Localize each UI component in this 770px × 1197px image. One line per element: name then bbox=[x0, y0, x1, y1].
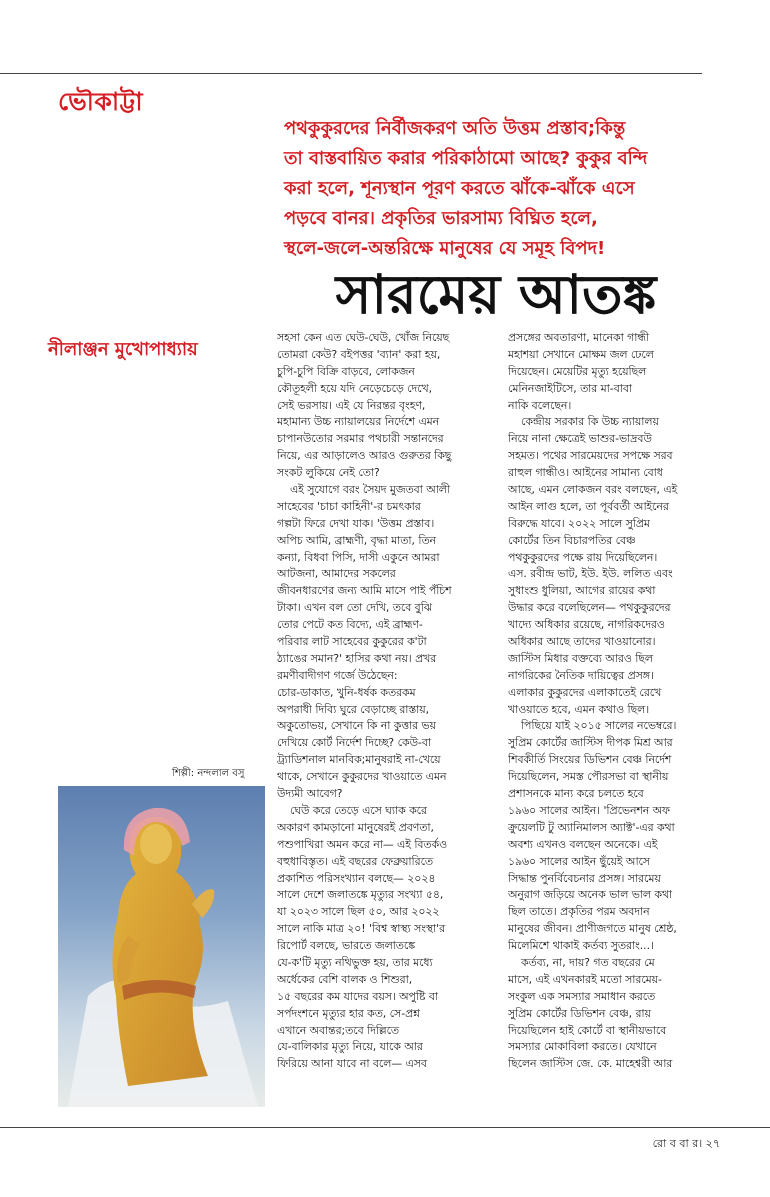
article-line: দেখিয়ে কোর্ট নির্দেশ দিচ্ছে? কেউ-বা bbox=[277, 736, 431, 750]
article-line: ছিল তাতে। প্রকৃতির পরম অবদান bbox=[508, 905, 650, 919]
article-line: কেন্দ্রীয় সরকার কি উচ্চ ন্যায়ালয় bbox=[520, 415, 659, 429]
article-line: শিবকীর্তি সিংয়ের ডিভিশন বেঞ্চ নির্দেশ bbox=[508, 753, 672, 767]
article-line: ১৫ বছরের কম যাদের বয়স। অপুষ্টি বা bbox=[277, 989, 438, 1003]
article-line: মহাশয়া সেখানে মোক্ষম জল ঢেলে bbox=[508, 347, 654, 361]
article-line: নাকি বলেছেন। bbox=[508, 398, 572, 412]
article-line: সংকুল এক সমস্যার সমাধান করতে bbox=[508, 989, 656, 1003]
byline: নীলাঞ্জন মুখোপাধ্যায় bbox=[48, 339, 198, 360]
article-line: রাহুল গান্ধীও। আইনের সামান্য বোধ bbox=[508, 466, 663, 480]
article-line: সেই ভরসায়। এই যে নিরন্তর বৃংহণ, bbox=[277, 398, 426, 412]
article-line: এই সুযোগে বরং সৈয়দ মুজতবা আলী bbox=[289, 483, 450, 497]
article-line: চাপানউতোর সরমার পথচারী সন্তানদের bbox=[277, 432, 444, 446]
article-line: এলাকার কুকুরদের এলাকাতেই রেখে bbox=[508, 685, 662, 699]
article-line: মহামান্য উচ্চ ন্যায়ালয়ের নির্দেশে এমন bbox=[277, 415, 440, 429]
article-line: পিছিয়ে যাই ২০১৫ সালের নভেম্বরে। bbox=[520, 719, 677, 733]
article-line: চোর-ডাকাত, খুনি-ধর্ষক কতরকম bbox=[277, 685, 416, 699]
article-line: দিয়েছিলেন হাই কোর্টে বা স্থানীয়ভাবে bbox=[508, 1023, 667, 1037]
article-line: তোমরা কেউ? বইপত্তর 'ব্যান' করা হয়, bbox=[277, 347, 441, 361]
article-line: সর্পদংশনে মৃত্যুর হার কত, সে-প্রশ্ন bbox=[277, 1006, 420, 1020]
article-line: সাহেবের 'চাচা কাহিনী'-র চমৎকার bbox=[277, 499, 421, 513]
standfirst-line: স্থলে-জলে-অন্তরিক্ষে মানুষের যে সমূহ বিপদ! bbox=[284, 238, 606, 259]
article-line: মিলেমিশে থাকাই কর্তব্য সুতরাং...। bbox=[508, 939, 654, 953]
standfirst bbox=[284, 114, 724, 264]
article-column-1 bbox=[277, 330, 499, 1073]
article-line: অর্ধেকের বেশি বালক ও শিশুরা, bbox=[277, 972, 413, 986]
article-line: উদ্যমী আবেগ? bbox=[277, 787, 343, 801]
article-line: প্রসঙ্গের অবতারণা, মানেকা গান্ধী bbox=[508, 331, 649, 344]
painting-credit: শিল্পী: নন্দলাল বসু bbox=[172, 768, 245, 779]
article-line: প্রকাশিত পরিসংখ্যান বলছে— ২০২৪ bbox=[277, 871, 436, 885]
article-line: প্রশাসনকে মান্য করে চলতে হবে bbox=[508, 787, 644, 801]
article-line: আটজনা, আমাদের সকলের bbox=[277, 567, 396, 581]
article-line: মেনিনজাইটিসে, তার মা-বাবা bbox=[508, 381, 632, 395]
article-line: তোর পেটে কত বিদ্যে, এই ব্রাহ্মণ- bbox=[277, 618, 423, 632]
article-line: কোর্টের তিন বিচারপতির বেঞ্চ bbox=[508, 533, 636, 547]
article-line: ১৯৬০ সালের আইন। 'প্রিভেনশন অফ bbox=[508, 803, 670, 817]
article-line: ঘেউ করে তেড়ে এসে ঘ্যাক করে bbox=[289, 803, 427, 817]
article-line: অকুতোভয়, সেখানে কি না কুত্তার ভয় bbox=[277, 719, 436, 733]
article-line: মাসে, এই এখনকারই মতো সারমেয়- bbox=[508, 972, 662, 986]
article-line: এখানে অবান্তর;তবে দিল্লিতে bbox=[277, 1023, 400, 1037]
article-line: সংকট লুকিয়ে নেই তো? bbox=[277, 466, 380, 480]
article-line: যে-ক'টি মৃত্যু নথিভুক্ত হয়, তার মধ্যে bbox=[277, 955, 433, 969]
article-line: দিয়েছেন। মেয়েটির মৃত্যু হয়েছিল bbox=[508, 364, 647, 378]
article-line: মানুষের জীবন। প্রাণীজগতে মানুষ শ্রেষ্ঠ, bbox=[508, 922, 677, 936]
article-line: অবশ্য এখনও বলছেন অনেকে। এই bbox=[508, 837, 658, 851]
article-line: সুপ্রিম কোর্টের জাস্টিস দীপক মিশ্র আর bbox=[508, 736, 673, 750]
article-line: থাকে, সেখানে কুকুরদের খাওয়াতে এমন bbox=[277, 770, 447, 784]
standfirst-line: করা হলে, শূন্যস্থান পূরণ করতে ঝাঁকে-ঝাঁকে এসে bbox=[284, 178, 635, 199]
article-line: বহুধাবিস্তৃত। এই বছরের ফেব্রুয়ারিতে bbox=[277, 854, 434, 868]
article-line: চুপি-চুপি বিক্রি বাড়বে, লোকজন bbox=[277, 364, 415, 378]
article-line: এস. রবীন্দ্র ভাট, ইউ. ইউ. ললিত এবং bbox=[508, 567, 673, 581]
article-line: সালে দেশে জলাতঙ্কে মৃত্যুর সংখ্যা ৫৪, bbox=[277, 888, 444, 902]
article-line: অকারণ কামড়ানো মানুষেরই প্রবণতা, bbox=[277, 820, 434, 834]
article-line: ট্র্যাডিশনাল মানবিক;মানুষরাই না-খেয়ে bbox=[277, 753, 441, 767]
article-line: অনুরাগ জড়িয়ে অনেক ভাল ভাল কথা bbox=[508, 888, 673, 902]
article-line: যে-বালিকার মৃত্যু নিয়ে, যাকে আর bbox=[277, 1040, 423, 1054]
article-line: খাদ্যে অধিকার রয়েছে, নাগরিকদেরও bbox=[508, 618, 665, 632]
article-line: গল্পটা ফিরে দেখা যাক। 'উত্তম প্রস্তাব। bbox=[277, 516, 435, 530]
standfirst-line: পথকুকুরদের নির্বীজকরণ অতি উত্তম প্রস্তাব;কিন্তু bbox=[284, 118, 626, 139]
bottom-rule bbox=[0, 1127, 770, 1128]
article-line: আইন লাগু হলে, তা পূর্ববর্তী আইনের bbox=[508, 499, 669, 513]
article-line: ছিলেন জাস্টিস জে. কে. মাহেশ্বরী আর bbox=[508, 1057, 673, 1071]
article-line: কন্যা, বিধবা পিসি, দাসী একুনে আমরা bbox=[277, 550, 440, 564]
article-line: বিরুদ্ধে যাবে। ২০২২ সালে সুপ্রিম bbox=[508, 516, 650, 530]
article-line: ক্রুয়েলটি টু অ্যানিমালস অ্যাক্ট'-এর কথা bbox=[508, 820, 675, 834]
article-line: রমণীবাদীগণ গর্জে উঠেছেন: bbox=[277, 668, 398, 682]
article-line: পথকুকুরদের পক্ষে রায় দিয়েছিলেন। bbox=[508, 550, 658, 564]
article-line: টাকা। এখন বল তো দেখি, তবে বুঝি bbox=[277, 601, 432, 615]
article-line: সহসা কেন এত ঘেউ-ঘেউ, খোঁজ নিয়েছ bbox=[277, 331, 450, 344]
top-rule bbox=[0, 73, 702, 74]
standfirst-line: পড়বে বানর। প্রকৃতির ভারসাম্য বিঘ্নিত হলে, bbox=[284, 208, 598, 229]
article-line: অপরাধী দিব্যি ঘুরে বেড়াচ্ছে রাস্তায়, bbox=[277, 702, 430, 716]
article-line: কর্তব্য, না, দায়? গত বছরের মে bbox=[520, 955, 655, 969]
page-folio: রো ব বা র। ২৭ bbox=[652, 1137, 720, 1150]
painting-face bbox=[140, 824, 172, 864]
article-line: জীবনধারণের জন্য আমি মাসে পাই পঁচিশ bbox=[277, 584, 452, 598]
article-line: পশুপাখিরা অমন করে না— এই বিতর্কও bbox=[277, 837, 448, 851]
article-column-2 bbox=[508, 330, 723, 1073]
article-line: উদ্ধার করে বলেছিলেন— পথকুকুরদের bbox=[508, 601, 671, 615]
article-line: নিয়ে নানা ক্ষেত্রেই ভাশুর-ভাদ্রবউ bbox=[508, 432, 652, 446]
article-line: অধিকার আছে তাদের খাওয়ানোর। bbox=[508, 635, 656, 649]
article-line: ঠ্যাঙের সমান?' হাসির কথা নয়। প্রখর bbox=[277, 651, 437, 665]
article-line: যা ২০২৩ সালে ছিল ৫০, আর ২০২২ bbox=[277, 905, 440, 919]
article-line: জাস্টিস মিধার বক্তব্যে আরও ছিল bbox=[508, 651, 653, 665]
article-line: পরিবার লাট সাহেবের কুকুরের ক'টা bbox=[277, 635, 427, 649]
article-line: নিয়ে, এর আড়ালেও আরও গুরুতর কিছু bbox=[277, 449, 452, 463]
article-line: রিপোর্ট বলছে, ভারতে জলাতঙ্কে bbox=[277, 939, 415, 953]
article-line: নাগরিকের নৈতিক দায়িত্বের প্রসঙ্গ। bbox=[508, 668, 654, 682]
article-line: দিয়েছিলেন, সমস্ত পৌরসভা বা স্থানীয় bbox=[508, 770, 669, 784]
article-line: সহমত। পথের সারমেয়দের সপক্ষে সরব bbox=[508, 449, 673, 463]
article-line: সমস্যার মোকাবিলা করতে। যেখানে bbox=[508, 1040, 657, 1054]
article-line: সুপ্রিম কোর্টের ডিভিশন বেঞ্চ, রায় bbox=[508, 1006, 651, 1020]
article-line: খাওয়াতে হবে, এমন কথাও ছিল। bbox=[508, 702, 650, 716]
article-line: আছে, এমন লোকজন বরং বলছেন, এই bbox=[508, 483, 678, 497]
section-label: ভৌকাট্টা bbox=[58, 87, 144, 116]
article-line: সিদ্ধান্ত পুনর্বিবেচনার প্রসঙ্গ। সারমেয় bbox=[508, 871, 661, 885]
article-line: অপিচ আমি, ব্রাহ্মণী, বৃদ্ধা মাতা, তিন bbox=[277, 533, 436, 547]
headline: সারমেয় আতঙ্ক bbox=[335, 263, 657, 326]
article-line: ১৯৬০ সালের আইন ছুঁয়েই আসে bbox=[508, 854, 650, 868]
article-line: সুধাংশু ধুলিয়া, আগের রায়ের কথা bbox=[508, 584, 656, 598]
painting-illustration bbox=[58, 786, 265, 1107]
article-line: ফিরিয়ে আনা যাবে না বলে— এসব bbox=[277, 1057, 427, 1071]
article-line: কৌতূহলী হয়ে যদি নেড়েচেড়ে দেখে, bbox=[277, 381, 433, 395]
article-line: সালে নাকি মাত্র ২০! 'বিশ্ব স্বাস্থ্য সংস্থা'র bbox=[277, 922, 446, 936]
standfirst-line: তা বাস্তবায়িত করার পরিকাঠামো আছে? কুকুর বন্দি bbox=[284, 148, 648, 169]
